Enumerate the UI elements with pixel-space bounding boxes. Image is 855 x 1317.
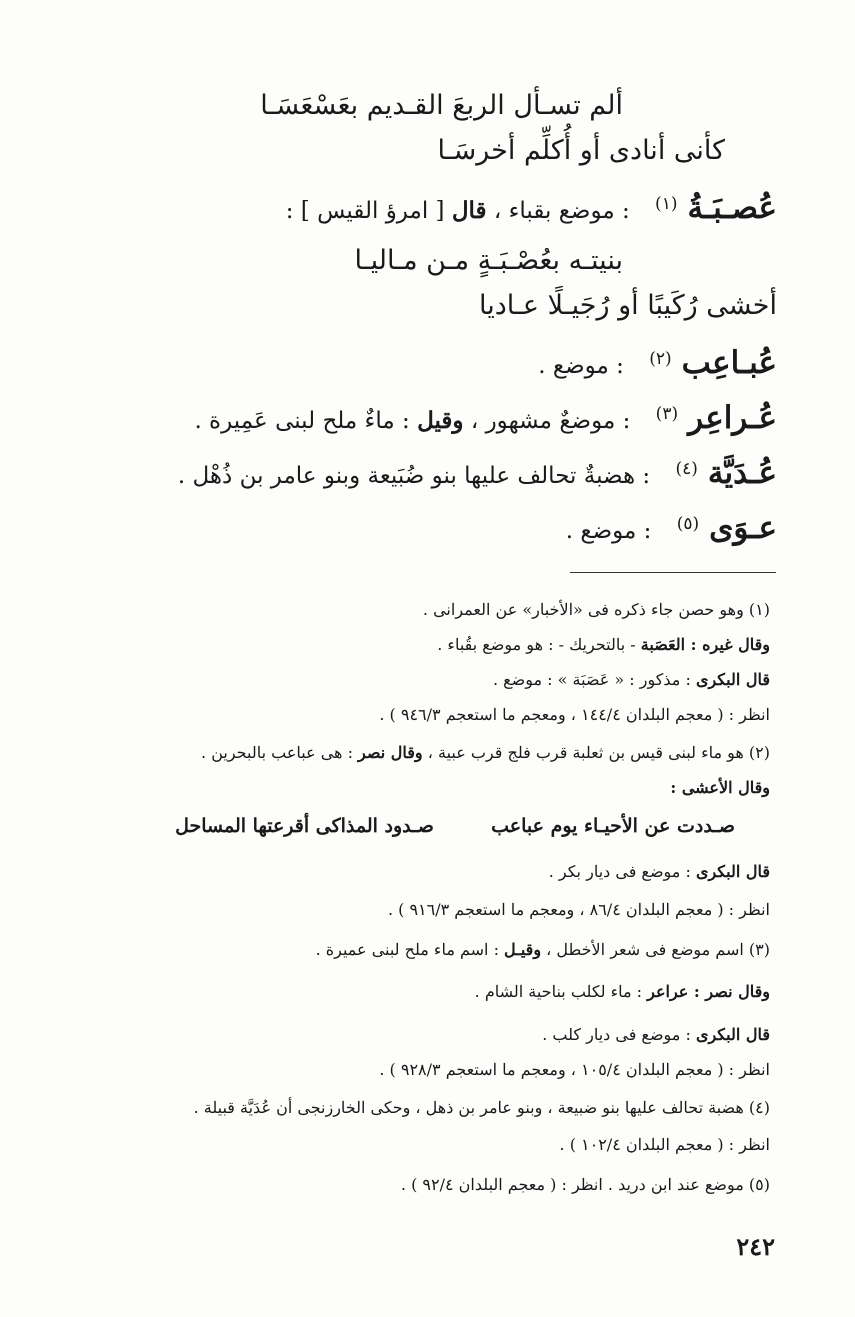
footnote-line: انظر : ( معجم البلدان ١٠٢/٤ ) . bbox=[559, 1135, 770, 1154]
footnote-marker: (٤) bbox=[675, 459, 698, 480]
entry bbox=[194, 400, 777, 436]
footnote-line bbox=[549, 862, 770, 881]
entry-bold-text: قال bbox=[451, 197, 487, 224]
footnote-line: انظر : ( معجم البلدان ١٠٥/٤ ، ومعجم ما استعجم ٩٢٨/٣ ) . bbox=[379, 1060, 770, 1079]
footnote-line: (٥) موضع عند ابن دريد . انظر : ( معجم البلدان ٩٢/٤ ) . bbox=[400, 1175, 770, 1194]
entry bbox=[566, 510, 777, 546]
footnote-bold: وقال غيره : العَصَبة bbox=[640, 635, 770, 654]
footnote-bold: قال البكرى bbox=[695, 1025, 770, 1044]
footnote-verse bbox=[175, 815, 735, 837]
footnote-marker: (٢) bbox=[649, 349, 672, 370]
footnote-bold: قال البكرى bbox=[695, 862, 770, 881]
footnote-separator bbox=[570, 572, 776, 573]
footnote-text: : اسم ماء ملح لبنى عميرة . bbox=[315, 940, 499, 959]
entry-text: : هضبةٌ تحالف عليها بنو ضُبَيعة وبنو عامر بن ذُهْل . bbox=[177, 463, 651, 489]
entry-headword: عـوَى bbox=[709, 510, 777, 546]
footnote-line bbox=[475, 982, 770, 1001]
entry bbox=[178, 455, 777, 491]
verse-line: بنيتـه بعُصْـبَـةٍ مـن مـاليـا bbox=[354, 245, 623, 276]
entry-headword: عُبـاعِب bbox=[681, 345, 777, 381]
footnote-bold: وقال نصر bbox=[358, 743, 423, 762]
footnote-bold: وقيـل bbox=[504, 940, 542, 959]
footnote-bold: قال البكرى bbox=[695, 670, 770, 689]
footnote-text: (٣) اسم موضع فى شعر الأخطل ، bbox=[546, 940, 770, 959]
entry bbox=[286, 190, 777, 226]
footnote-text: : مذكور : « عَصَبَة » : موضع . bbox=[492, 670, 691, 689]
footnote-line bbox=[437, 635, 770, 654]
entry-text: : موضع . bbox=[565, 518, 652, 544]
entry-headword: عُصـبَـةُ bbox=[687, 190, 777, 226]
entry-headword: عُـراعِر bbox=[688, 400, 777, 436]
entry-text: : موضعٌ مشهور ، bbox=[470, 408, 631, 434]
footnote-line: (٤) هضبة تحالف عليها بنو ضبيعة ، وبنو عامر بن ذهل ، وحكى الخارزنجى أن عُدَيَّة قبيلة . bbox=[193, 1098, 770, 1117]
footnote-text: : ماء لكلب بناحية الشام . bbox=[474, 982, 643, 1001]
verse-hemistich: صـددت عن الأحيـاء يوم عباعب bbox=[491, 815, 735, 837]
footnote-line bbox=[542, 1025, 770, 1044]
footnote-text: : موضع فى ديار كلب . bbox=[542, 1025, 691, 1044]
footnote-line bbox=[493, 670, 770, 689]
page-number: ٢٤٢ bbox=[736, 1232, 775, 1261]
footnote-bold: وقال الأعشى : bbox=[670, 778, 770, 797]
footnote-text: : موضع فى ديار بكر . bbox=[548, 862, 691, 881]
footnote-marker: (٣) bbox=[655, 404, 679, 425]
footnote-line: انظر : ( معجم البلدان ٨٦/٤ ، ومعجم ما استعجم ٩١٦/٣ ) . bbox=[387, 900, 770, 919]
verse-line: أخشى رُكَيبًا أو رُجَيـلًا عـاديا bbox=[479, 290, 777, 321]
verse-hemistich: صـدود المذاكى أقرعتها المساحل bbox=[175, 815, 434, 837]
footnote-line bbox=[670, 778, 770, 797]
footnote-marker: (٥) bbox=[676, 514, 700, 535]
entry-text: : ماءٌ ملح لبنى عَمِيرة . bbox=[194, 408, 410, 434]
verse-line: ألم تسـأل الربعَ القـديم بعَسْعَسَـا bbox=[260, 90, 623, 121]
entry-text: [ امرؤ القيس ] : bbox=[285, 198, 445, 224]
entry-text: : موضع بقباء ، bbox=[493, 198, 630, 224]
entry-bold-text: وقيل bbox=[417, 407, 464, 434]
entry-text: : موضع . bbox=[538, 353, 624, 379]
footnote-text: (٢) هو ماء لبنى قيس بن ثعلبة قرب فلج قرب عبية ، bbox=[427, 743, 770, 762]
footnote-bold: وقال نصر : عراعر bbox=[647, 982, 770, 1001]
verse-line: كأنى أنادى أو أُكلِّم أخرسَـا bbox=[437, 135, 725, 166]
entry-headword: عُـدَيَّة bbox=[707, 455, 777, 491]
footnote-line: انظر : ( معجم البلدان ١٤٤/٤ ، ومعجم ما استعجم ٩٤٦/٣ ) . bbox=[379, 705, 770, 724]
footnote-text: : هى عباعب بالبحرين . bbox=[201, 743, 353, 762]
footnote-line: (١) وهو حصن جاء ذكره فى «الأخبار» عن العمرانى . bbox=[422, 600, 770, 619]
entry bbox=[538, 345, 777, 381]
footnote-line bbox=[201, 743, 770, 762]
footnote-marker: (١) bbox=[655, 194, 678, 215]
footnote-text: - بالتحريك - : هو موضع بقُباء . bbox=[437, 635, 636, 654]
footnote-line bbox=[316, 940, 770, 959]
